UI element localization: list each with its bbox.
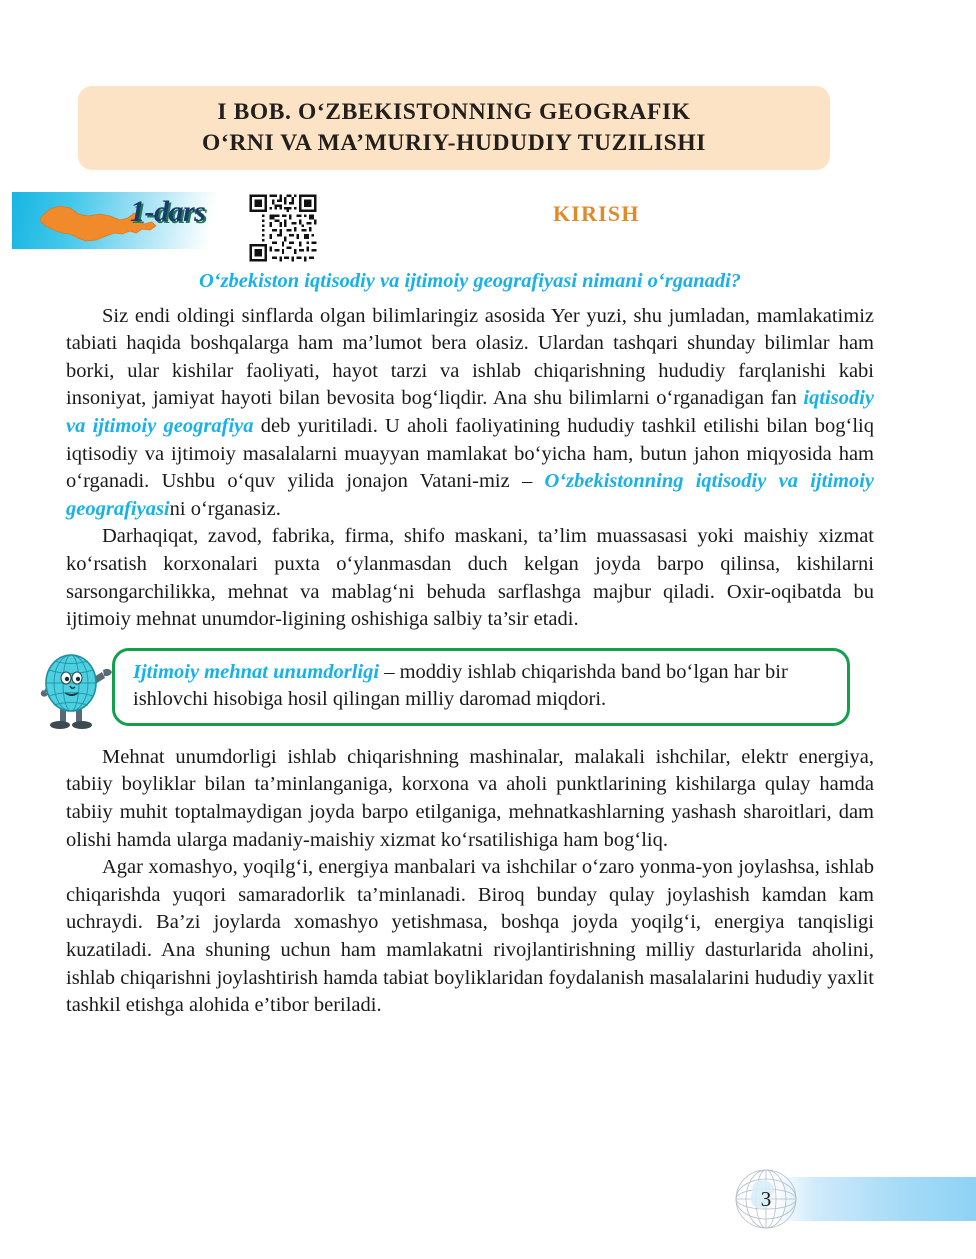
paragraph-1-part-1: Siz endi oldingi sinflarda olgan bilimlaringiz asosida Yer yuzi, shu jumladan, mamlakatimiz tabiati haqida boshqalarga ham ma’lumot bera olasiz. Ulardan tashqari shunday bilimlar ham borki, ular kishilar faoliyati, hayot tarzi va ishlab chiqarishning hududiy farqlanishi kabi insoniyat, jamiyat hayoti bilan bevosita bog‘liqdir. Ana shu bilimlarni o‘rganadigan fan — [66, 304, 874, 410]
page-number: 3 — [760, 1186, 772, 1211]
chapter-title-line-2: O‘RNI VA MA’MURIY-HUDUDIY TUZILISHI — [202, 130, 706, 156]
paragraph-4: Agar xomashyo, yoqilg‘i, energiya manbalari va ishchilar o‘zaro yonma-yon joylashsa, ishlab chiqarishda yuqori samaradorlik ta’minlanadi. Biroq bunday qulay joylashish kamdan kam uchraydi. Ba’zi joylarda xomashyo yetishmasa, boshqa joyda yoqilg‘i, energiya tanqisligi kuzatiladi. Ana shuning uchun ham mamlakatni rivojlantirishning milliy dasturlarida aholini, ishlab chiqarishni joylashtirish hamda tabiat boyliklaridan foydalanish masalalarini hududiy yaxlit tashkil etishga alohida e’tibor beriladi. — [66, 856, 874, 1017]
page-footer — [0, 1160, 976, 1234]
lesson-header-row — [0, 192, 976, 252]
paragraph-3: Mehnat unumdorligi ishlab chiqarishning mashinalar, malakali ishchilar, elektr energiya, tabiiy boyliklar bilan ta’minlanganiga, korxona va aholi punktlarining kishilarga qulay hamda tabiiy muhit toptalmaydigan joyda barpo etilganiga, mehnatkashlarning yashash sharoitlari, dam olishi hamda ularga madaniy-maishiy xizmat ko‘rsatilishiga ham bog‘liq. — [66, 745, 874, 851]
paragraph-1-part-2: deb yuritiladi. U aholi faoliyatining hududiy tashkil etilishi bilan bog‘liq iqtisodiy va ijtimoiy masalalarni muayyan mamlakat bo‘yicha ham, butun jahon miqyosida ham o‘rganadi. Ushbu o‘quv yilida jonajon Vatani-miz – — [66, 415, 874, 493]
paragraph-1-part-3: ni o‘rganasiz. — [169, 497, 281, 520]
highlighted-term-2: O‘zbekistonning iqtisodiy va ijtimoiy geografiyasi — [66, 470, 874, 520]
definition-term: Ijtimoiy mehnat unumdorligi — [133, 660, 380, 683]
paragraph-1 — [66, 303, 874, 524]
chapter-banner — [78, 86, 830, 170]
highlighted-term-1: iqtisodiy va ijtimoiy geografiya — [66, 387, 874, 438]
main-content — [66, 268, 874, 1020]
question-heading: O‘zbekiston iqtisodiy va ijtimoiy geografiyasi nimani o‘rganadi? — [198, 270, 742, 292]
definition-text — [133, 659, 831, 714]
lesson-badge — [12, 192, 226, 249]
qr-code-icon[interactable] — [247, 192, 319, 264]
globe-character-icon — [30, 650, 116, 732]
lesson-badge-label: 1-dars — [130, 195, 206, 228]
definition-body: – moddiy ishlab chiqarishda band bo‘lgan har bir ishlovchi hisobiga hosil qilingan milliy daromad miqdori. — [133, 660, 788, 711]
definition-box — [112, 648, 850, 726]
definition-callout — [66, 648, 874, 732]
section-title-kirish: KIRISH — [553, 201, 640, 226]
chapter-title-line-1: I BOB. O‘ZBEKISTONNING GEOGRAFIK — [217, 98, 691, 125]
paragraph-2: Darhaqiqat, zavod, fabrika, firma, shifo maskani, ta’lim muassasasi yoki maishiy xizmat ko‘rsatish korxonalari puxta o‘ylanmasdan duch kelgan joyda barpo qilinsa, kishilarni sarsongarchilikka, mehnat va mablag‘ni behuda sarflashga majbur qiladi. Oxir-oqibatda bu ijtimoiy mehnat unumdor-ligining oshishiga salbiy ta’sir etadi. — [66, 525, 874, 631]
